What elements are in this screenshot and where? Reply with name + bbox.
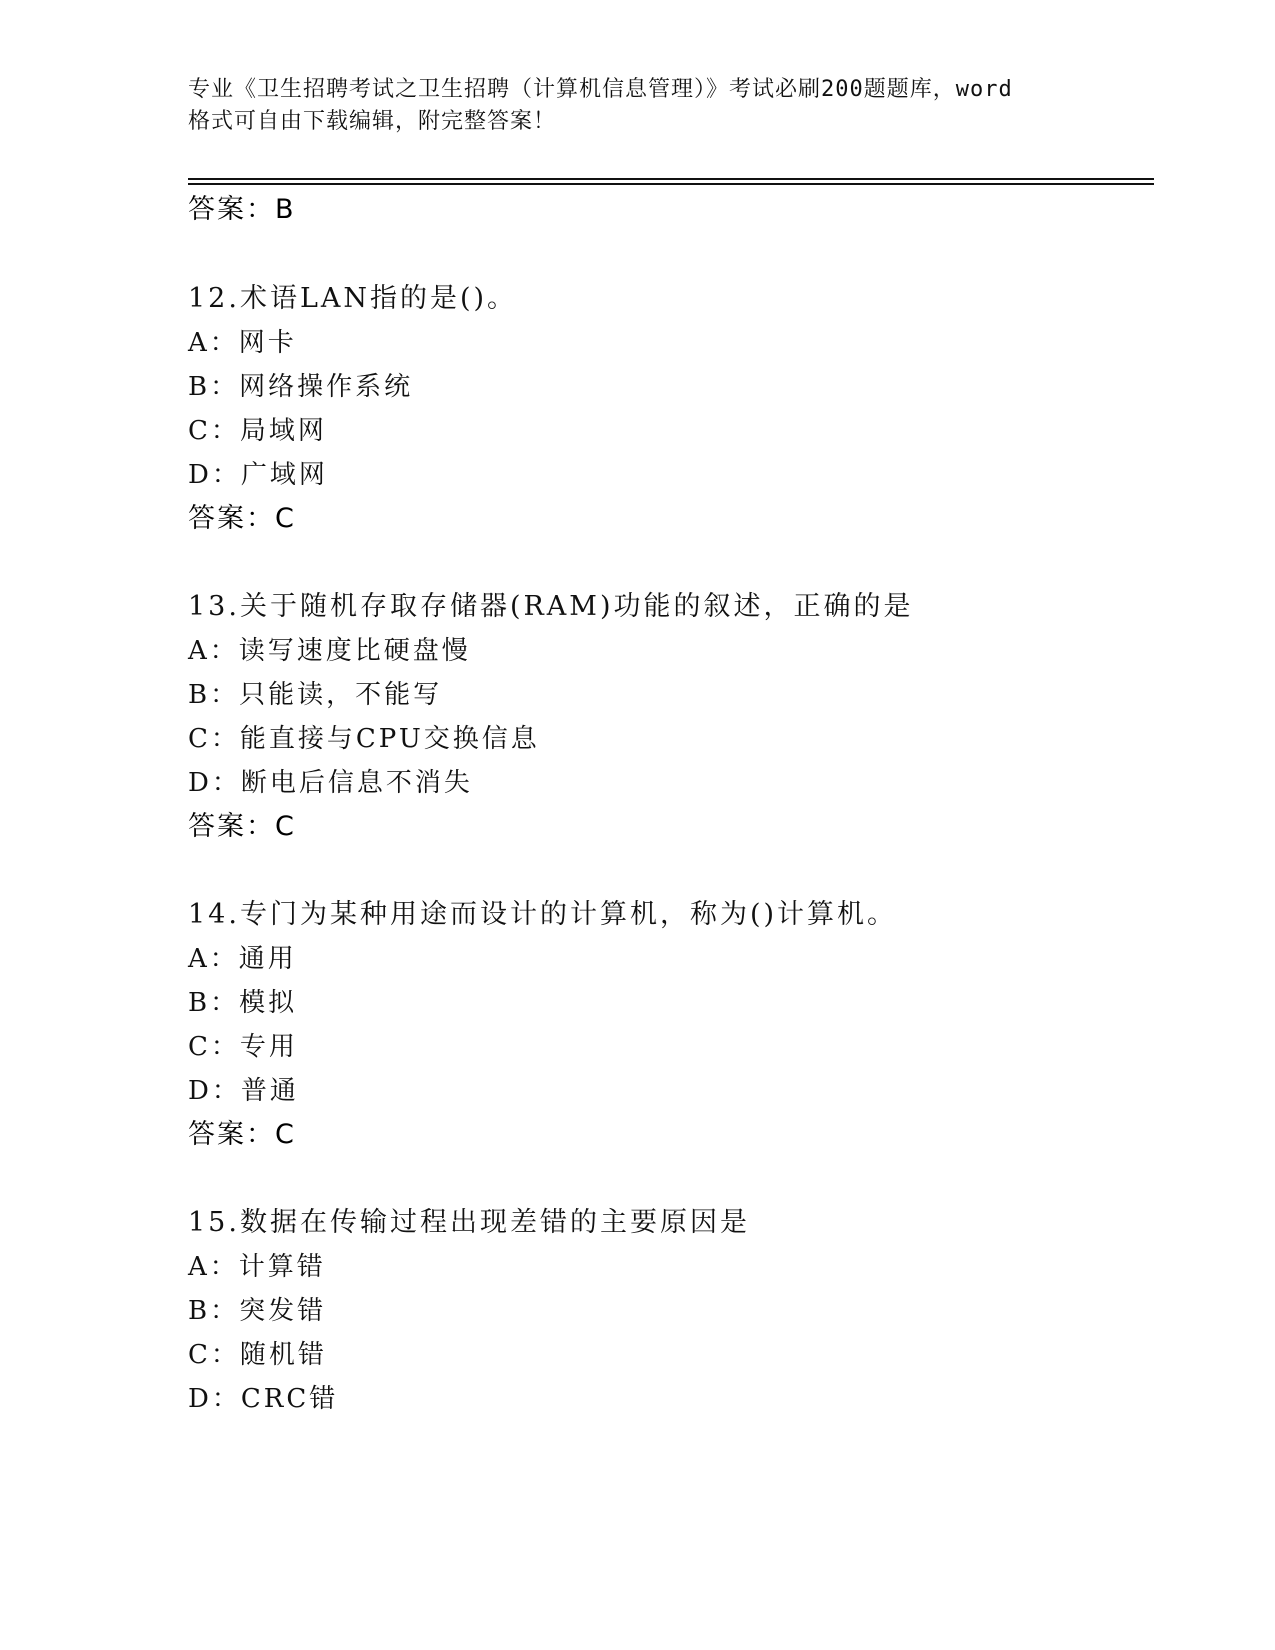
question-13-option-d: D：断电后信息不消失 xyxy=(188,768,473,798)
question-12-option-d: D：广域网 xyxy=(188,460,328,490)
question-12-option-c: C：局域网 xyxy=(188,416,327,446)
question-13-option-c: C：能直接与CPU交换信息 xyxy=(188,724,540,754)
document-header xyxy=(188,74,1088,138)
header-line-1: 专业《卫生招聘考试之卫生招聘（计算机信息管理）》考试必刷200题题库，word xyxy=(188,77,1013,102)
question-12-stem: 12.术语LAN指的是()。 xyxy=(188,283,518,314)
question-12-option-a: A：网卡 xyxy=(188,328,297,358)
question-14-option-d: D：普通 xyxy=(188,1076,299,1106)
question-13-option-b: B：只能读，不能写 xyxy=(188,680,443,710)
question-14-option-a: A：通用 xyxy=(188,944,297,974)
header-divider-top xyxy=(188,178,1154,180)
header-divider-bottom xyxy=(188,183,1154,185)
question-15-option-c: C：随机错 xyxy=(188,1340,327,1370)
question-14-option-c: C：专用 xyxy=(188,1032,298,1062)
question-12-answer: 答案：C xyxy=(188,503,296,534)
question-15-option-d: D：CRC错 xyxy=(188,1384,339,1414)
question-13-option-a: A：读写速度比硬盘慢 xyxy=(188,636,471,666)
header-line-2: 格式可自由下载编辑，附完整答案！ xyxy=(188,109,557,134)
question-13-answer: 答案：C xyxy=(188,811,296,842)
question-13-stem: 13.关于随机存取存储器(RAM)功能的叙述，正确的是 xyxy=(188,591,914,622)
question-14-option-b: B：模拟 xyxy=(188,988,298,1018)
question-12-option-b: B：网络操作系统 xyxy=(188,372,414,402)
question-15-option-a: A：计算错 xyxy=(188,1252,326,1282)
previous-answer: 答案：B xyxy=(188,194,296,225)
question-15-option-b: B：突发错 xyxy=(188,1296,327,1326)
question-14-stem: 14.专门为某种用途而设计的计算机，称为()计算机。 xyxy=(188,899,898,930)
question-14-answer: 答案：C xyxy=(188,1119,296,1150)
question-15-stem: 15.数据在传输过程出现差错的主要原因是 xyxy=(188,1207,750,1238)
